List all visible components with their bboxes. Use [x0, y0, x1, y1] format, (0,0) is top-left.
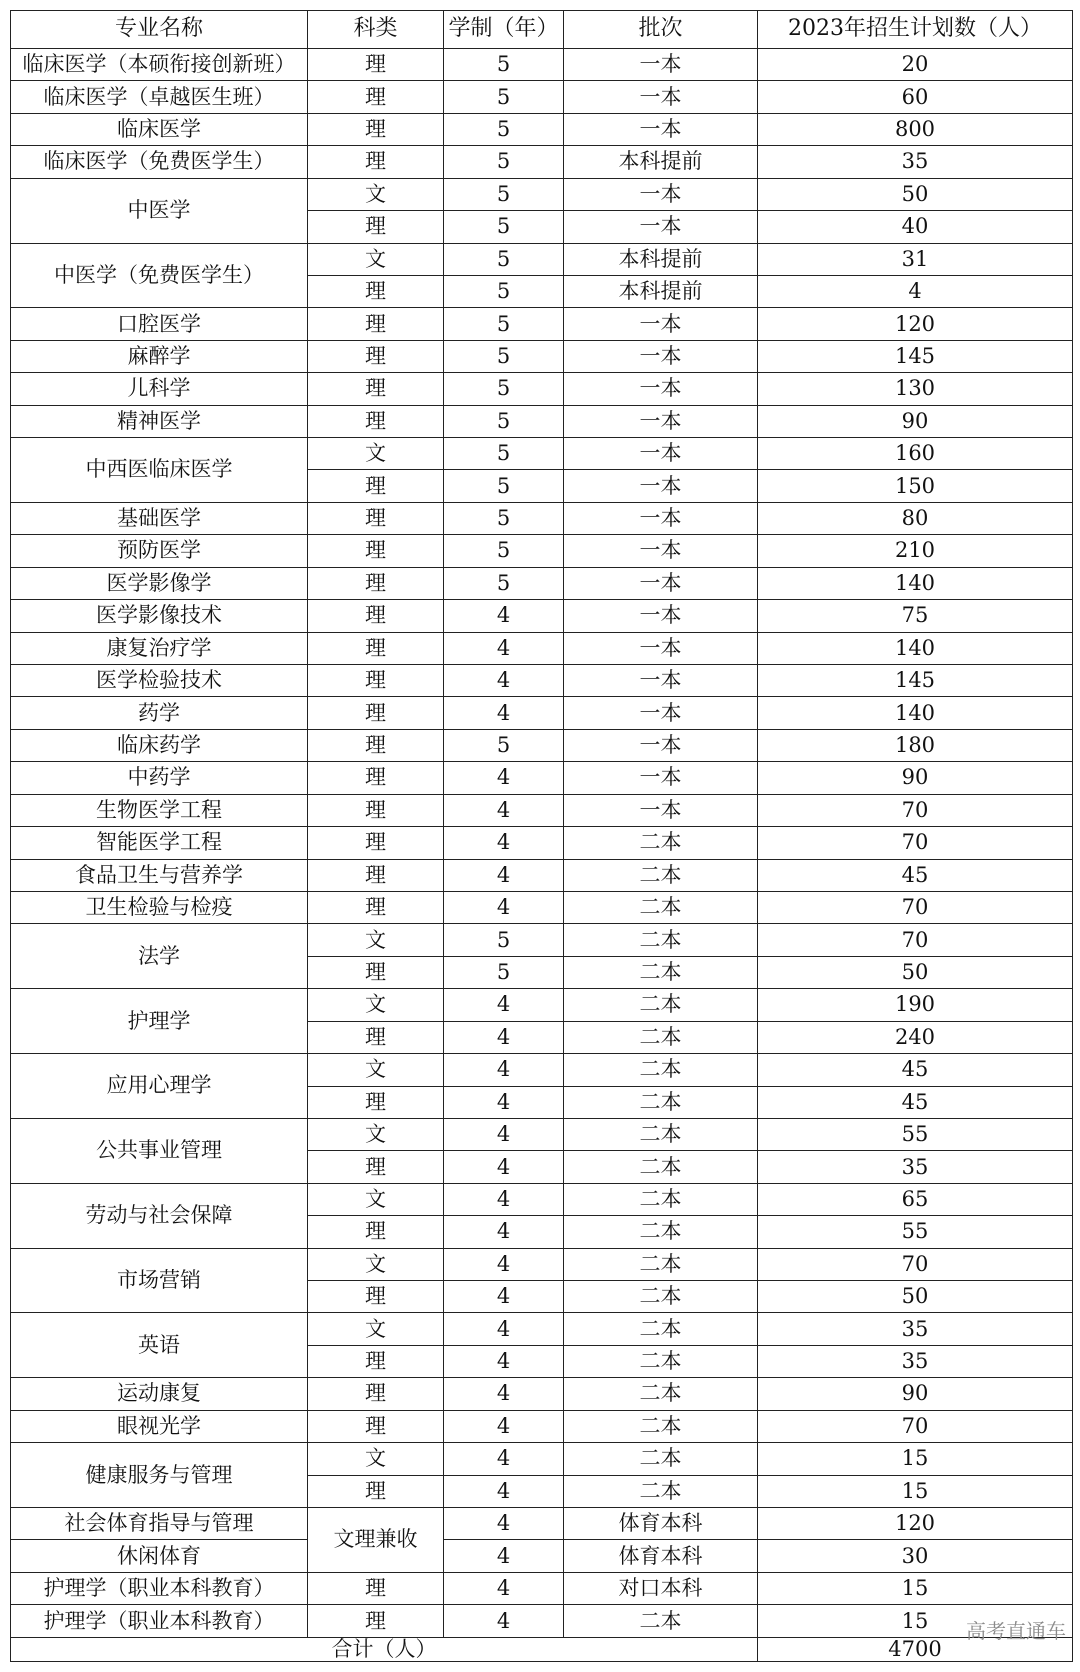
category-cell: 理 [308, 891, 444, 923]
plan-count-cell: 75 [758, 600, 1073, 632]
total-row [11, 1637, 1073, 1661]
major-name-cell: 医学影像技术 [11, 600, 308, 632]
major-name-cell: 市场营销 [11, 1248, 308, 1313]
category-cell: 理 [308, 1475, 444, 1507]
major-name-cell: 生物医学工程 [11, 794, 308, 826]
header-batch: 批次 [564, 11, 758, 49]
batch-cell: 一本 [564, 81, 758, 113]
plan-count-cell: 70 [758, 827, 1073, 859]
duration-cell: 4 [444, 827, 564, 859]
batch-cell: 一本 [564, 600, 758, 632]
category-cell: 理 [308, 405, 444, 437]
total-value: 4700 [758, 1637, 1073, 1661]
table-row [11, 81, 1073, 113]
duration-cell: 4 [444, 697, 564, 729]
major-name-cell: 食品卫生与营养学 [11, 859, 308, 891]
category-cell: 理 [308, 146, 444, 178]
duration-cell: 4 [444, 1572, 564, 1604]
table-row [11, 794, 1073, 826]
major-name-cell: 社会体育指导与管理 [11, 1507, 308, 1539]
table-row [11, 502, 1073, 534]
category-cell: 理 [308, 81, 444, 113]
plan-count-cell: 145 [758, 340, 1073, 372]
plan-count-cell: 45 [758, 1054, 1073, 1086]
table-row [11, 49, 1073, 81]
table-row [11, 632, 1073, 664]
batch-cell: 一本 [564, 535, 758, 567]
table-row [11, 891, 1073, 923]
batch-cell: 一本 [564, 340, 758, 372]
duration-cell: 5 [444, 211, 564, 243]
duration-cell: 4 [444, 1118, 564, 1150]
category-cell: 文 [308, 989, 444, 1021]
major-name-cell: 卫生检验与检疫 [11, 891, 308, 923]
batch-cell: 二本 [564, 891, 758, 923]
table-row [11, 859, 1073, 891]
major-name-cell: 临床药学 [11, 729, 308, 761]
duration-cell: 4 [444, 1151, 564, 1183]
category-cell: 理 [308, 729, 444, 761]
major-name-cell: 精神医学 [11, 405, 308, 437]
batch-cell: 一本 [564, 697, 758, 729]
plan-count-cell: 15 [758, 1475, 1073, 1507]
duration-cell: 4 [444, 1345, 564, 1377]
major-name-cell: 药学 [11, 697, 308, 729]
batch-cell: 二本 [564, 1443, 758, 1475]
batch-cell: 二本 [564, 859, 758, 891]
plan-count-cell: 70 [758, 1248, 1073, 1280]
duration-cell: 4 [444, 989, 564, 1021]
major-name-cell: 眼视光学 [11, 1410, 308, 1442]
batch-cell: 一本 [564, 729, 758, 761]
category-cell: 理 [308, 762, 444, 794]
batch-cell: 二本 [564, 1086, 758, 1118]
major-name-cell: 护理学（职业本科教育） [11, 1605, 308, 1638]
plan-count-cell: 50 [758, 178, 1073, 210]
plan-count-cell: 65 [758, 1183, 1073, 1215]
batch-cell: 二本 [564, 1605, 758, 1638]
duration-cell: 4 [444, 1183, 564, 1215]
duration-cell: 5 [444, 308, 564, 340]
table-row [11, 924, 1073, 956]
table-row [11, 178, 1073, 210]
table-row [11, 665, 1073, 697]
batch-cell: 一本 [564, 178, 758, 210]
batch-cell: 对口本科 [564, 1572, 758, 1604]
duration-cell: 5 [444, 146, 564, 178]
batch-cell: 一本 [564, 502, 758, 534]
category-cell: 理 [308, 502, 444, 534]
major-name-cell: 公共事业管理 [11, 1118, 308, 1183]
duration-cell: 4 [444, 859, 564, 891]
major-name-cell: 休闲体育 [11, 1540, 308, 1572]
plan-count-cell: 35 [758, 1345, 1073, 1377]
category-cell: 理 [308, 1410, 444, 1442]
duration-cell: 4 [444, 1086, 564, 1118]
duration-cell: 4 [444, 1313, 564, 1345]
table-row [11, 308, 1073, 340]
header-plan-count: 2023年招生计划数（人） [758, 11, 1073, 49]
category-cell: 理 [308, 567, 444, 599]
plan-count-cell: 31 [758, 243, 1073, 275]
duration-cell: 5 [444, 470, 564, 502]
major-name-cell: 护理学（职业本科教育） [11, 1572, 308, 1604]
duration-cell: 4 [444, 1054, 564, 1086]
major-name-cell: 健康服务与管理 [11, 1443, 308, 1508]
duration-cell: 4 [444, 632, 564, 664]
plan-count-cell: 130 [758, 373, 1073, 405]
plan-count-cell: 70 [758, 794, 1073, 826]
major-name-cell: 儿科学 [11, 373, 308, 405]
plan-count-cell: 120 [758, 1507, 1073, 1539]
major-name-cell: 医学影像学 [11, 567, 308, 599]
batch-cell: 二本 [564, 1151, 758, 1183]
batch-cell: 二本 [564, 924, 758, 956]
duration-cell: 5 [444, 729, 564, 761]
table-row [11, 1183, 1073, 1215]
plan-count-cell: 4 [758, 275, 1073, 307]
batch-cell: 二本 [564, 1475, 758, 1507]
major-name-cell: 运动康复 [11, 1378, 308, 1410]
major-name-cell: 英语 [11, 1313, 308, 1378]
category-cell: 理 [308, 1021, 444, 1053]
table-row [11, 1572, 1073, 1604]
plan-count-cell: 15 [758, 1605, 1073, 1638]
category-cell: 文 [308, 1313, 444, 1345]
major-name-cell: 预防医学 [11, 535, 308, 567]
duration-cell: 4 [444, 600, 564, 632]
batch-cell: 一本 [564, 794, 758, 826]
batch-cell: 一本 [564, 438, 758, 470]
table-row [11, 1378, 1073, 1410]
duration-cell: 5 [444, 275, 564, 307]
batch-cell: 一本 [564, 470, 758, 502]
category-cell: 理 [308, 1151, 444, 1183]
major-name-cell: 康复治疗学 [11, 632, 308, 664]
duration-cell: 4 [444, 665, 564, 697]
major-name-cell: 中药学 [11, 762, 308, 794]
plan-count-cell: 90 [758, 1378, 1073, 1410]
category-cell: 理 [308, 794, 444, 826]
batch-cell: 一本 [564, 567, 758, 599]
batch-cell: 体育本科 [564, 1507, 758, 1539]
plan-count-cell: 160 [758, 438, 1073, 470]
duration-cell: 5 [444, 49, 564, 81]
category-cell: 理 [308, 956, 444, 988]
table-row [11, 1410, 1073, 1442]
duration-cell: 5 [444, 924, 564, 956]
header-duration: 学制（年） [444, 11, 564, 49]
batch-cell: 二本 [564, 1054, 758, 1086]
plan-count-cell: 150 [758, 470, 1073, 502]
category-cell: 文 [308, 1054, 444, 1086]
plan-count-cell: 35 [758, 146, 1073, 178]
category-cell: 理 [308, 632, 444, 664]
table-row [11, 1313, 1073, 1345]
major-name-cell: 应用心理学 [11, 1054, 308, 1119]
category-cell: 文 [308, 438, 444, 470]
header-major: 专业名称 [11, 11, 308, 49]
major-name-cell: 临床医学（免费医学生） [11, 146, 308, 178]
major-name-cell: 智能医学工程 [11, 827, 308, 859]
duration-cell: 4 [444, 1475, 564, 1507]
table-row [11, 373, 1073, 405]
plan-count-cell: 45 [758, 859, 1073, 891]
plan-count-cell: 145 [758, 665, 1073, 697]
table-row [11, 989, 1073, 1021]
batch-cell: 二本 [564, 1281, 758, 1313]
batch-cell: 本科提前 [564, 146, 758, 178]
plan-count-cell: 45 [758, 1086, 1073, 1118]
category-cell: 理 [308, 1378, 444, 1410]
batch-cell: 二本 [564, 1313, 758, 1345]
batch-cell: 一本 [564, 665, 758, 697]
category-cell: 理 [308, 535, 444, 567]
table-row [11, 405, 1073, 437]
table-row [11, 113, 1073, 145]
major-name-cell: 临床医学（本硕衔接创新班） [11, 49, 308, 81]
plan-count-cell: 140 [758, 697, 1073, 729]
total-label: 合计（人） [11, 1637, 758, 1661]
table-row [11, 243, 1073, 275]
category-cell: 文 [308, 1118, 444, 1150]
duration-cell: 4 [444, 1443, 564, 1475]
table-row [11, 438, 1073, 470]
major-name-cell: 麻醉学 [11, 340, 308, 372]
table-row [11, 340, 1073, 372]
major-name-cell: 医学检验技术 [11, 665, 308, 697]
duration-cell: 5 [444, 438, 564, 470]
major-name-cell: 基础医学 [11, 502, 308, 534]
category-cell: 理 [308, 1345, 444, 1377]
batch-cell: 本科提前 [564, 275, 758, 307]
duration-cell: 5 [444, 113, 564, 145]
category-cell: 理 [308, 49, 444, 81]
batch-cell: 二本 [564, 1118, 758, 1150]
plan-count-cell: 180 [758, 729, 1073, 761]
major-name-cell: 口腔医学 [11, 308, 308, 340]
category-cell: 理 [308, 1572, 444, 1604]
table-row [11, 1248, 1073, 1280]
batch-cell: 一本 [564, 113, 758, 145]
plan-count-cell: 60 [758, 81, 1073, 113]
category-cell: 理 [308, 373, 444, 405]
category-cell: 文 [308, 178, 444, 210]
duration-cell: 5 [444, 956, 564, 988]
category-cell: 理 [308, 1086, 444, 1118]
batch-cell: 一本 [564, 632, 758, 664]
category-cell: 理 [308, 665, 444, 697]
major-name-cell: 中西医临床医学 [11, 438, 308, 503]
duration-cell: 4 [444, 1410, 564, 1442]
batch-cell: 体育本科 [564, 1540, 758, 1572]
category-cell: 文 [308, 1183, 444, 1215]
plan-count-cell: 70 [758, 924, 1073, 956]
plan-count-cell: 90 [758, 405, 1073, 437]
plan-count-cell: 35 [758, 1151, 1073, 1183]
batch-cell: 二本 [564, 1410, 758, 1442]
table-row [11, 1540, 1073, 1572]
plan-count-cell: 55 [758, 1216, 1073, 1248]
table-row [11, 827, 1073, 859]
category-cell: 理 [308, 113, 444, 145]
batch-cell: 二本 [564, 1021, 758, 1053]
duration-cell: 4 [444, 1248, 564, 1280]
duration-cell: 4 [444, 762, 564, 794]
category-cell: 文 [308, 1443, 444, 1475]
batch-cell: 一本 [564, 405, 758, 437]
duration-cell: 5 [444, 340, 564, 372]
duration-cell: 5 [444, 405, 564, 437]
category-cell: 理 [308, 859, 444, 891]
duration-cell: 5 [444, 81, 564, 113]
major-name-cell: 临床医学 [11, 113, 308, 145]
duration-cell: 5 [444, 243, 564, 275]
duration-cell: 4 [444, 1378, 564, 1410]
duration-cell: 4 [444, 1540, 564, 1572]
duration-cell: 5 [444, 535, 564, 567]
batch-cell: 一本 [564, 211, 758, 243]
major-name-cell: 中医学（免费医学生） [11, 243, 308, 308]
plan-count-cell: 55 [758, 1118, 1073, 1150]
batch-cell: 二本 [564, 1183, 758, 1215]
plan-count-cell: 70 [758, 1410, 1073, 1442]
duration-cell: 4 [444, 1507, 564, 1539]
table-row [11, 762, 1073, 794]
table-row [11, 600, 1073, 632]
duration-cell: 5 [444, 567, 564, 599]
duration-cell: 4 [444, 891, 564, 923]
header-category: 科类 [308, 11, 444, 49]
category-cell: 文 [308, 924, 444, 956]
category-cell: 理 [308, 308, 444, 340]
table-row [11, 146, 1073, 178]
batch-cell: 二本 [564, 1378, 758, 1410]
plan-count-cell: 120 [758, 308, 1073, 340]
header-row [11, 11, 1073, 49]
category-cell: 理 [308, 1216, 444, 1248]
table-row [11, 697, 1073, 729]
duration-cell: 4 [444, 1281, 564, 1313]
category-cell: 理 [308, 827, 444, 859]
duration-cell: 4 [444, 1216, 564, 1248]
table-row [11, 729, 1073, 761]
batch-cell: 本科提前 [564, 243, 758, 275]
category-cell: 文理兼收 [308, 1507, 444, 1572]
category-cell: 理 [308, 697, 444, 729]
category-cell: 理 [308, 470, 444, 502]
category-cell: 理 [308, 275, 444, 307]
plan-count-cell: 90 [758, 762, 1073, 794]
plan-count-cell: 210 [758, 535, 1073, 567]
table-row [11, 1507, 1073, 1539]
plan-count-cell: 80 [758, 502, 1073, 534]
plan-count-cell: 20 [758, 49, 1073, 81]
major-name-cell: 护理学 [11, 989, 308, 1054]
duration-cell: 5 [444, 373, 564, 405]
batch-cell: 二本 [564, 827, 758, 859]
plan-count-cell: 70 [758, 891, 1073, 923]
plan-count-cell: 50 [758, 956, 1073, 988]
duration-cell: 4 [444, 794, 564, 826]
plan-count-cell: 190 [758, 989, 1073, 1021]
category-cell: 理 [308, 1605, 444, 1638]
plan-count-cell: 140 [758, 567, 1073, 599]
duration-cell: 4 [444, 1605, 564, 1638]
table-row [11, 1118, 1073, 1150]
plan-count-cell: 40 [758, 211, 1073, 243]
plan-count-cell: 15 [758, 1443, 1073, 1475]
major-name-cell: 法学 [11, 924, 308, 989]
plan-count-cell: 35 [758, 1313, 1073, 1345]
watermark: 高考直通车 [966, 1619, 1066, 1643]
table-row [11, 567, 1073, 599]
major-name-cell: 临床医学（卓越医生班） [11, 81, 308, 113]
category-cell: 理 [308, 340, 444, 372]
table-row [11, 1443, 1073, 1475]
plan-count-cell: 800 [758, 113, 1073, 145]
batch-cell: 一本 [564, 762, 758, 794]
table-row [11, 535, 1073, 567]
category-cell: 理 [308, 1281, 444, 1313]
table-row [11, 1605, 1073, 1638]
category-cell: 理 [308, 211, 444, 243]
plan-count-cell: 140 [758, 632, 1073, 664]
batch-cell: 二本 [564, 1216, 758, 1248]
enrollment-table [10, 10, 1073, 1662]
duration-cell: 4 [444, 1021, 564, 1053]
batch-cell: 一本 [564, 373, 758, 405]
batch-cell: 二本 [564, 956, 758, 988]
category-cell: 文 [308, 1248, 444, 1280]
batch-cell: 一本 [564, 49, 758, 81]
plan-count-cell: 240 [758, 1021, 1073, 1053]
category-cell: 理 [308, 600, 444, 632]
category-cell: 文 [308, 243, 444, 275]
batch-cell: 二本 [564, 1248, 758, 1280]
duration-cell: 5 [444, 178, 564, 210]
batch-cell: 二本 [564, 1345, 758, 1377]
major-name-cell: 劳动与社会保障 [11, 1183, 308, 1248]
duration-cell: 5 [444, 502, 564, 534]
plan-count-cell: 15 [758, 1572, 1073, 1604]
table-row [11, 1054, 1073, 1086]
plan-count-cell: 50 [758, 1281, 1073, 1313]
batch-cell: 二本 [564, 989, 758, 1021]
batch-cell: 一本 [564, 308, 758, 340]
plan-count-cell: 30 [758, 1540, 1073, 1572]
major-name-cell: 中医学 [11, 178, 308, 243]
